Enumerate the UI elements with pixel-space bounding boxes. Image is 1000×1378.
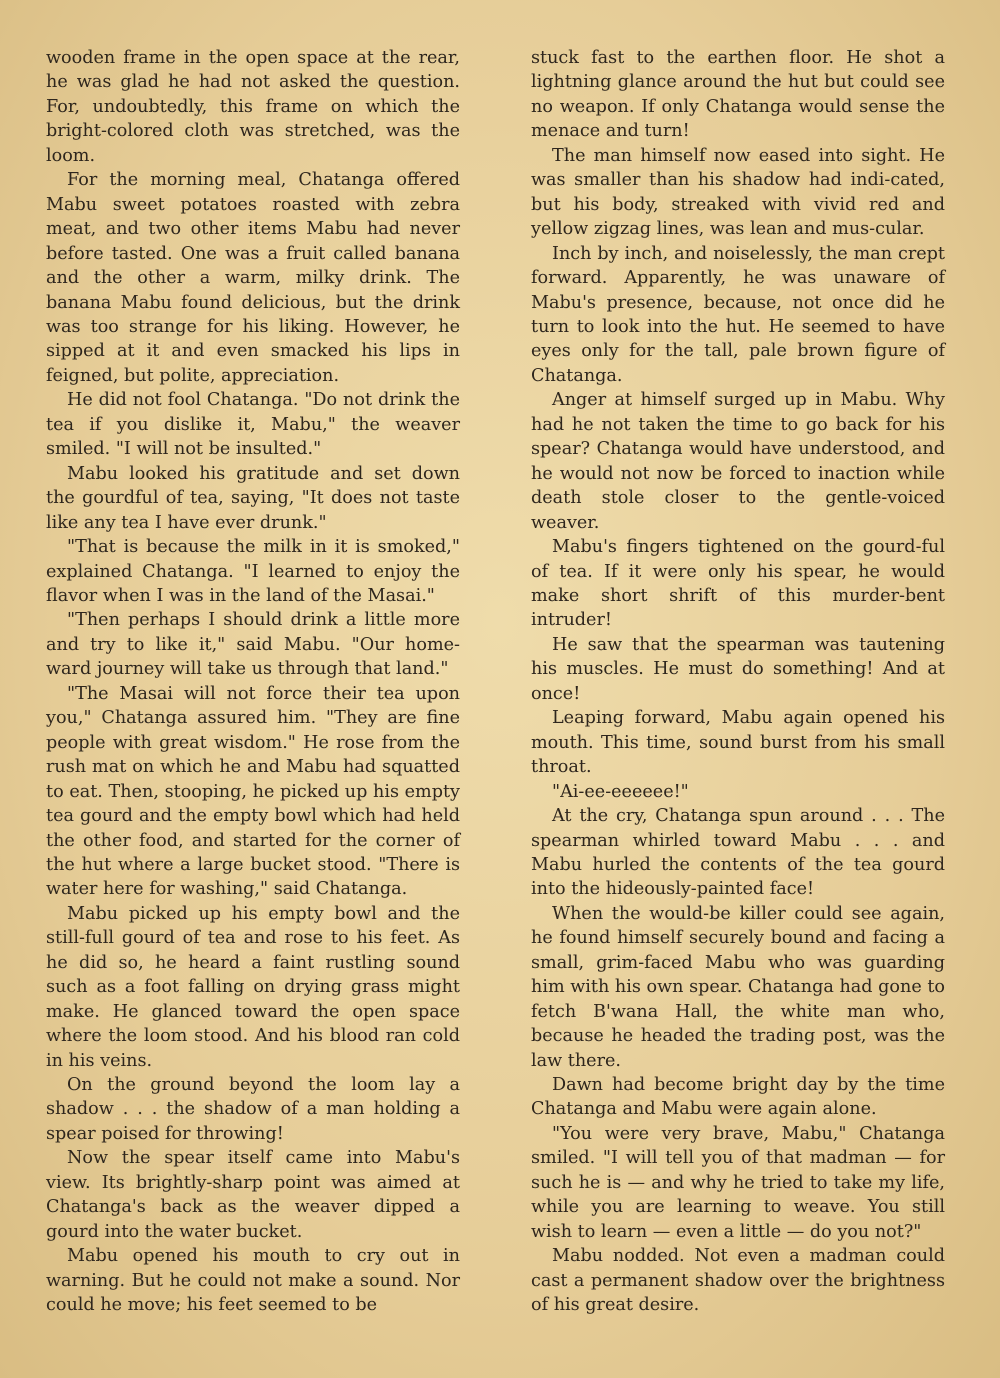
paragraph: Mabu's fingers tightened on the gourd-ful of tea. If it were only his spear, he would make short shrift of this murder-bent intruder! bbox=[531, 537, 945, 631]
paragraph: Now the spear itself came into Mabu's view. Its brightly-sharp point was aimed at Chatanga's back as the weaver dipped a gourd into the water bucket. bbox=[46, 1148, 460, 1242]
paragraph: "That is because the milk in it is smoked," explained Chatanga. "I learned to enjoy the flavor when I was in the land of the Masai." bbox=[46, 537, 460, 606]
paragraph: "Then perhaps I should drink a little more and try to like it," said Mabu. "Our home-ward journey will take us through that land." bbox=[46, 610, 460, 680]
paragraph: At the cry, Chatanga spun around . . . The spearman whirled toward Mabu . . . and Mabu hurled the contents of the tea gourd into the hideously-painted face! bbox=[531, 806, 945, 900]
paragraph: Mabu looked his gratitude and set down the gourdful of tea, saying, "It does not taste like any tea I have ever drunk." bbox=[46, 463, 460, 533]
paragraph: Leaping forward, Mabu again opened his mouth. This time, sound burst from his small throat. bbox=[531, 708, 945, 778]
paragraph: "You were very brave, Mabu," Chatanga smiled. "I will tell you of that madman — for such he is — and why he tried to take my life, while you are learning to weave. You still wish to learn — even a little — do you not?" bbox=[531, 1123, 945, 1242]
paragraph: "The Masai will not force their tea upon you," Chatanga assured him. "They are fine people with great wisdom." He rose from the rush mat on which he and Mabu had squatted to eat. Then, stooping, he picked up his empty tea gourd and the empty bowl which had held the other food, and started for the corner of the hut where a large bucket stood. "There is water here for washing," said Chatanga. bbox=[46, 683, 460, 900]
paragraph: When the would-be killer could see again, he found himself securely bound and facing a small, grim-faced Mabu who was guarding him with his own spear. Chatanga had gone to fetch B'wana Hall, the white man who, because he headed the trading post, was the law there. bbox=[531, 903, 945, 1071]
paragraph: He did not fool Chatanga. "Do not drink the tea if you dislike it, Mabu," the weaver smiled. "I will not be insulted." bbox=[46, 390, 460, 460]
paragraph: The man himself now eased into sight. He was smaller than his shadow had indi-cated, but his body, streaked with vivid red and yellow zigzag lines, was lean and mus-cular. bbox=[531, 145, 945, 240]
right-text-column bbox=[531, 46, 945, 1318]
paragraph: On the ground beyond the loom lay a shadow . . . the shadow of a man holding a spear poised for throwing! bbox=[46, 1075, 460, 1144]
paragraph: Mabu picked up his empty bowl and the still-full gourd of tea and rose to his feet. As he did so, he heard a faint rustling sound such as a foot falling on drying grass might make. He glanced toward the open space where the loom stood. And his blood ran cold in his veins. bbox=[46, 903, 460, 1071]
paragraph: Anger at himself surged up in Mabu. Why had he not taken the time to go back for his spear? Chatanga would have understood, and he would not now be forced to inaction while death stole closer to the gentle-voiced weaver. bbox=[531, 390, 945, 533]
paragraph: stuck fast to the earthen floor. He shot a lightning glance around the hut but could see no weapon. If only Chatanga would sense the menace and turn! bbox=[531, 48, 945, 142]
paragraph: He saw that the spearman was tautening his muscles. He must do something! And at once! bbox=[531, 634, 945, 704]
paragraph: Inch by inch, and noiselessly, the man crept forward. Apparently, he was unaware of Mabu's presence, because, not once did he turn to look into the hut. He seemed to have eyes only for the tall, pale brown figure of Chatanga. bbox=[531, 243, 945, 386]
paragraph: For the morning meal, Chatanga offered Mabu sweet potatoes roasted with zebra meat, and two other items Mabu had never before tasted. One was a fruit called banana and the other a warm, milky drink. The banana Mabu found delicious, but the drink was too strange for his liking. However, he sipped at it and even smacked his lips in feigned, but polite, appreciation. bbox=[46, 170, 460, 386]
paragraph: Mabu nodded. Not even a madman could cast a permanent shadow over the brightness of his great desire. bbox=[531, 1246, 945, 1316]
paragraph: Mabu opened his mouth to cry out in warning. But he could not make a sound. Nor could he move; his feet seemed to be bbox=[46, 1246, 460, 1316]
paragraph-cry: "Ai-ee-eeeeee!" bbox=[552, 781, 689, 802]
left-text-column bbox=[46, 46, 460, 1318]
paragraph: wooden frame in the open space at the rear, he was glad he had not asked the question. For, undoubtedly, this frame on which the bright-colored cloth was stretched, was the loom. bbox=[46, 48, 460, 166]
paragraph: Dawn had become bright day by the time Chatanga and Mabu were again alone. bbox=[531, 1075, 945, 1120]
